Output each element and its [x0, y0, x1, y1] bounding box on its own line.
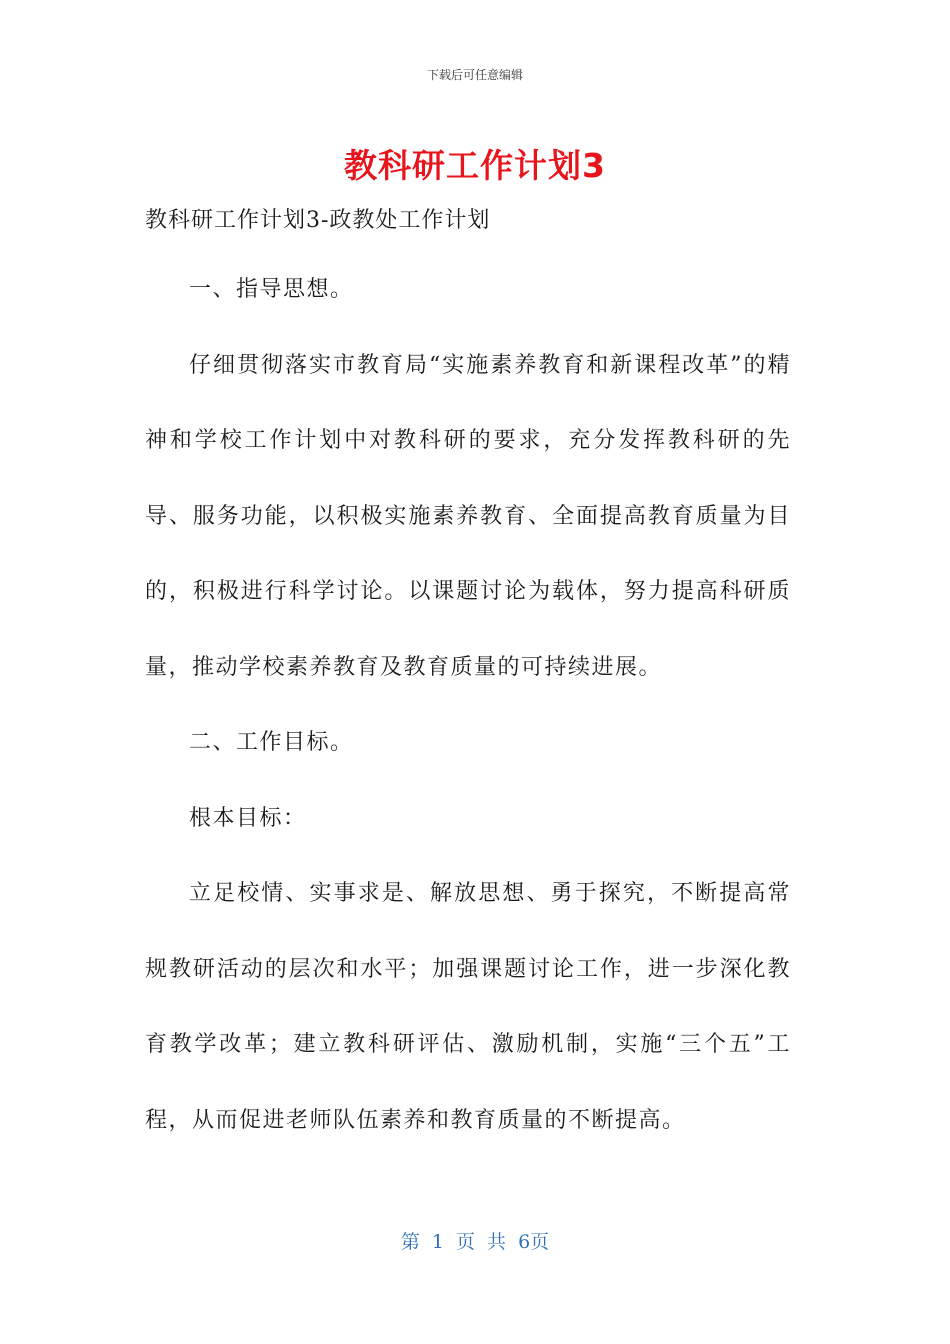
page-footer: 第 1 页 共 6页: [400, 1231, 550, 1253]
section-heading-guiding-thought: 一、指导思想。: [189, 277, 354, 302]
header-note: 下载后可任意编辑: [426, 68, 523, 82]
document-title: 教科研工作计划3: [344, 146, 606, 185]
document-subtitle: 教科研工作计划3-政教处工作计划: [145, 208, 491, 233]
label-basic-goal: 根本目标：: [189, 805, 307, 831]
paragraph-guiding-thought: 仔细贯彻落实市教育局“实施素养教育和新课程改革”的精神和学校工作计划中对教科研的要求，充分发挥教科研的先导、服务功能，以积极实施素养教育、全面提高教育质量为目的，积极进行科学讨论。以课题讨论为载体，努力提高科研质量，推动学校素养教育及教育质量的可持续进展。: [145, 352, 791, 680]
section-heading-work-goals: 二、工作目标。: [189, 730, 354, 755]
document-body: [145, 252, 791, 1158]
paragraph-basic-goal: 立足校情、实事求是、解放思想、勇于探究，不断提高常规教研活动的层次和水平；加强课题讨论工作，进一步深化教育教学改革；建立教科研评估、激励机制，实施“三个五”工程，从而促进老师队伍素养和教育质量的不断提高。: [145, 881, 791, 1133]
